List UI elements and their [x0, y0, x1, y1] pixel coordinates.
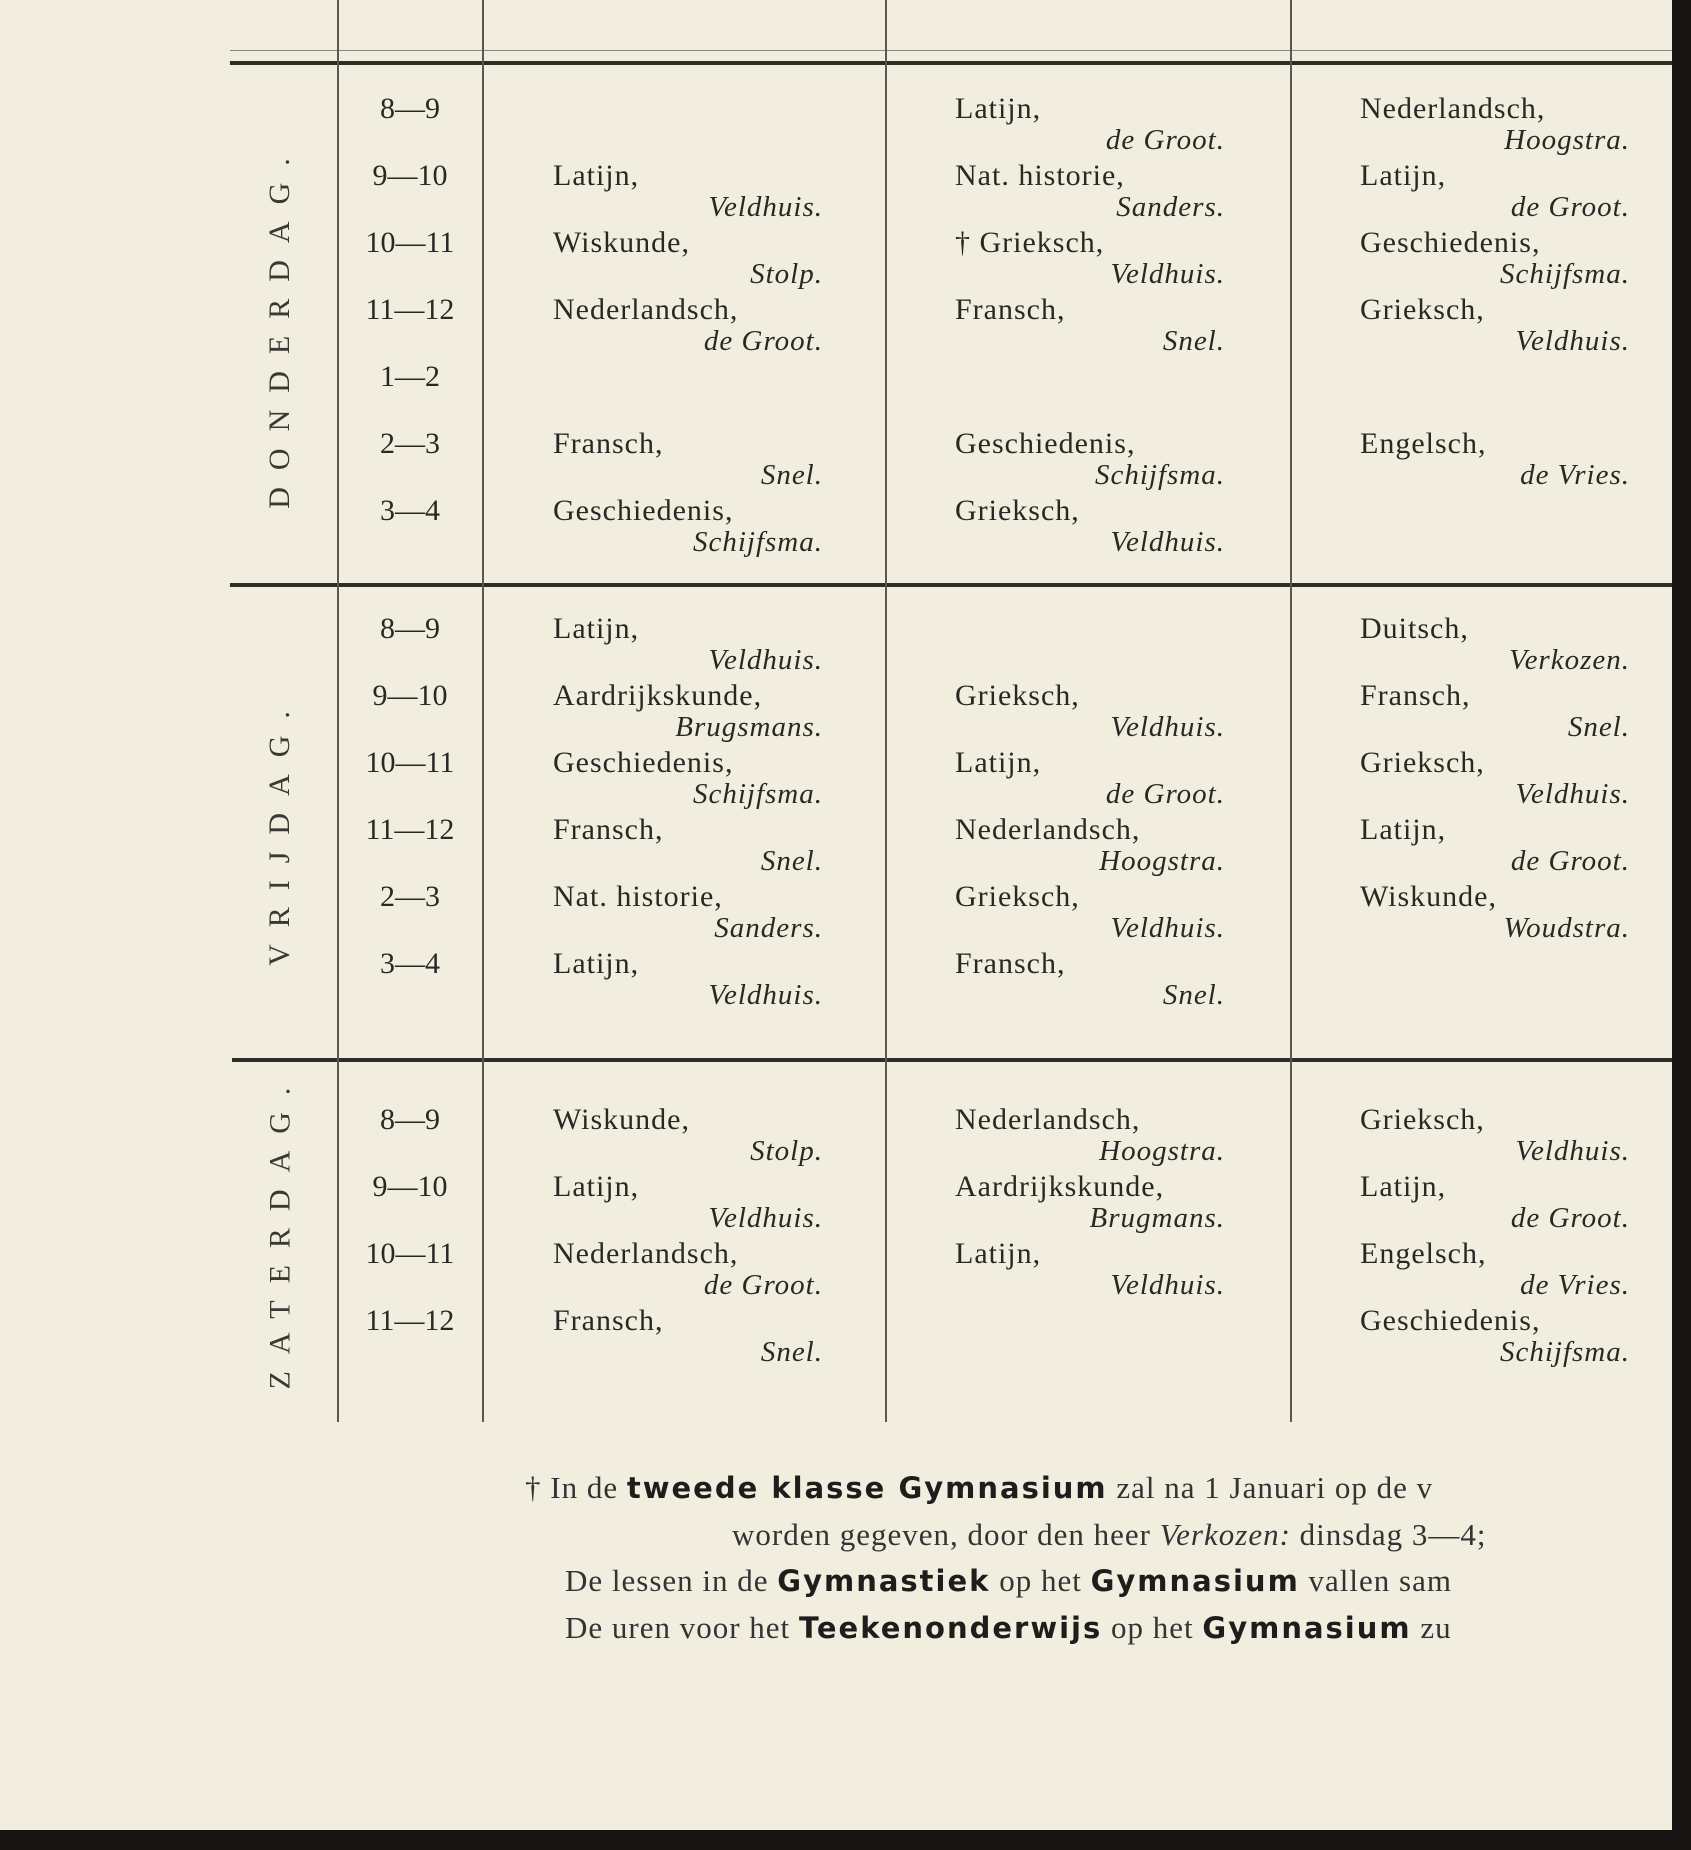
teacher: Schijfsma.: [692, 526, 823, 558]
teacher: Schijfsma.: [1094, 459, 1225, 491]
subject: Fransch,: [553, 813, 664, 846]
top-rule: [230, 61, 1672, 65]
subject: Aardrijkskunde,: [553, 679, 763, 712]
subject: Fransch,: [1360, 679, 1471, 712]
column-divider: [1290, 0, 1292, 1422]
subject: Aardrijkskunde,: [955, 1170, 1165, 1203]
teacher: Veldhuis.: [1110, 526, 1225, 558]
subject: Duitsch,: [1360, 612, 1469, 645]
subject: Wiskunde,: [1360, 880, 1497, 913]
subject: Nederlandsch,: [553, 1237, 739, 1270]
teacher: Sanders.: [714, 912, 823, 944]
subject: Latijn,: [1360, 813, 1447, 846]
footnote-line: De uren voor het Teekenonderwijs op het Gymnasium zu: [565, 1610, 1452, 1645]
day-name: DONDERDAG.: [263, 141, 296, 509]
time-slot: 9—10: [372, 1170, 448, 1203]
teacher: Veldhuis.: [1110, 1269, 1225, 1301]
teacher: de Groot.: [703, 1269, 823, 1301]
teacher: de Groot.: [1510, 1202, 1630, 1234]
teacher: de Groot.: [1105, 778, 1225, 810]
time-slot: 2—3: [380, 427, 440, 460]
subject: Grieksch,: [1360, 1103, 1485, 1136]
time-slot: 3—4: [380, 494, 440, 527]
column-divider: [337, 0, 339, 1422]
subject: † Grieksch,: [955, 226, 1105, 259]
time-slot: 9—10: [372, 159, 448, 192]
subject: Grieksch,: [955, 880, 1080, 913]
subject: Wiskunde,: [553, 1103, 690, 1136]
time-slot: 1—2: [380, 360, 440, 393]
subject: Latijn,: [955, 92, 1042, 125]
time-slot: 11—12: [365, 293, 455, 326]
top-rule-thin: [230, 50, 1672, 51]
teacher: Snel.: [760, 459, 823, 491]
subject: Fransch,: [553, 1304, 664, 1337]
subject: Latijn,: [1360, 1170, 1447, 1203]
subject: Latijn,: [553, 159, 640, 192]
subject: Geschiedenis,: [553, 494, 734, 527]
teacher: Veldhuis.: [1110, 711, 1225, 743]
teacher: Veldhuis.: [1515, 1135, 1630, 1167]
day-divider: [230, 583, 1672, 587]
footnote-line: De lessen in de Gymnastiek op het Gymnasium vallen sam: [565, 1563, 1452, 1598]
teacher: de Groot.: [1105, 124, 1225, 156]
day-name: ZATERDAG.: [263, 1070, 297, 1390]
subject: Nat. historie,: [955, 159, 1125, 192]
time-slot: 8—9: [380, 92, 440, 125]
teacher: Brugsmans.: [675, 711, 823, 743]
subject: Latijn,: [553, 1170, 640, 1203]
day-label: [258, 650, 302, 1010]
subject: Fransch,: [553, 427, 664, 460]
subject: Grieksch,: [955, 679, 1080, 712]
time-slot: 8—9: [380, 612, 440, 645]
teacher: Veldhuis.: [1110, 912, 1225, 944]
teacher: de Groot.: [1510, 845, 1630, 877]
time-slot: 11—12: [365, 813, 455, 846]
teacher: Snel.: [760, 1336, 823, 1368]
day-label: [258, 1050, 302, 1410]
subject: Geschiedenis,: [1360, 226, 1541, 259]
subject: Grieksch,: [955, 494, 1080, 527]
footnote-line: † In de tweede klasse Gymnasium zal na 1 Januari op de v: [525, 1470, 1434, 1505]
teacher: Veldhuis.: [708, 979, 823, 1011]
teacher: Brugmans.: [1089, 1202, 1225, 1234]
teacher: Verkozen.: [1509, 644, 1630, 676]
subject: Nederlandsch,: [553, 293, 739, 326]
subject: Nederlandsch,: [955, 813, 1141, 846]
subject: Latijn,: [955, 746, 1042, 779]
subject: Geschiedenis,: [553, 746, 734, 779]
subject: Engelsch,: [1360, 427, 1487, 460]
teacher: Schijfsma.: [692, 778, 823, 810]
teacher: Woudstra.: [1503, 912, 1630, 944]
subject: Fransch,: [955, 293, 1066, 326]
subject: Grieksch,: [1360, 746, 1485, 779]
time-slot: 2—3: [380, 880, 440, 913]
time-slot: 11—12: [365, 1304, 455, 1337]
subject: Geschiedenis,: [1360, 1304, 1541, 1337]
subject: Latijn,: [1360, 159, 1447, 192]
teacher: de Vries.: [1520, 1269, 1630, 1301]
teacher: Veldhuis.: [708, 644, 823, 676]
subject: Engelsch,: [1360, 1237, 1487, 1270]
subject: Nat. historie,: [553, 880, 723, 913]
time-slot: 9—10: [372, 679, 448, 712]
time-slot: 10—11: [365, 1237, 455, 1270]
subject: Grieksch,: [1360, 293, 1485, 326]
teacher: Snel.: [1162, 979, 1225, 1011]
time-slot: 10—11: [365, 746, 455, 779]
teacher: Hoogstra.: [1099, 845, 1225, 877]
teacher: Veldhuis.: [1515, 325, 1630, 357]
subject: Nederlandsch,: [955, 1103, 1141, 1136]
teacher: Veldhuis.: [708, 191, 823, 223]
teacher: Sanders.: [1116, 191, 1225, 223]
time-slot: 3—4: [380, 947, 440, 980]
subject: Fransch,: [955, 947, 1066, 980]
subject: Nederlandsch,: [1360, 92, 1546, 125]
column-divider: [885, 0, 887, 1422]
teacher: de Vries.: [1520, 459, 1630, 491]
day-divider: [232, 1058, 1672, 1062]
footnote-line: worden gegeven, door den heer Verkozen: dinsdag 3—4;: [732, 1517, 1487, 1552]
day-label: [258, 141, 302, 509]
teacher: Veldhuis.: [1110, 258, 1225, 290]
teacher: de Groot.: [1510, 191, 1630, 223]
teacher: Veldhuis.: [708, 1202, 823, 1234]
teacher: Hoogstra.: [1099, 1135, 1225, 1167]
teacher: Stolp.: [750, 258, 823, 290]
subject: Wiskunde,: [553, 226, 690, 259]
subject: Latijn,: [955, 1237, 1042, 1270]
teacher: Veldhuis.: [1515, 778, 1630, 810]
teacher: Snel.: [1162, 325, 1225, 357]
time-slot: 8—9: [380, 1103, 440, 1136]
column-divider: [482, 0, 484, 1422]
day-name: VRIJDAG.: [263, 694, 296, 966]
subject: Latijn,: [553, 612, 640, 645]
teacher: Schijfsma.: [1499, 1336, 1630, 1368]
subject: Latijn,: [553, 947, 640, 980]
subject: Geschiedenis,: [955, 427, 1136, 460]
teacher: Schijfsma.: [1499, 258, 1630, 290]
teacher: de Groot.: [703, 325, 823, 357]
teacher: Hoogstra.: [1504, 124, 1630, 156]
teacher: Snel.: [1567, 711, 1630, 743]
teacher: Stolp.: [750, 1135, 823, 1167]
teacher: Snel.: [760, 845, 823, 877]
time-slot: 10—11: [365, 226, 455, 259]
